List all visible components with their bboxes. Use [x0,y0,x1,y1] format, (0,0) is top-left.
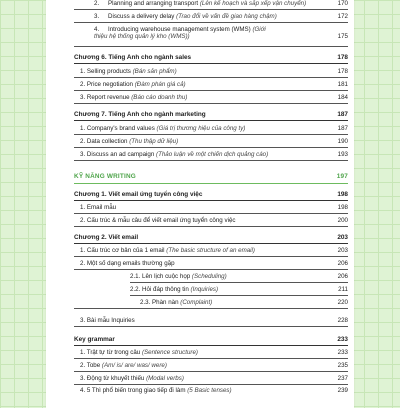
toc-entry[interactable]: 3. Bài mẫu Inquiries 228 [80,317,348,324]
divider [74,326,348,327]
chapter-heading[interactable]: Chương 2. Viết email 203 [74,234,348,241]
page-number: 198 [337,204,348,211]
divider [74,384,348,385]
page-number: 190 [337,138,348,145]
toc-entry[interactable]: 1. Cấu trúc cơ bản của 1 email (The basic structure of an email) 203 [80,247,348,254]
chapter-heading[interactable]: Chương 7. Tiếng Anh cho ngành marketing 187 [74,111,348,118]
toc-entry[interactable]: 2. Cấu trúc & mẫu câu để viết email ứng tuyển công việc 200 [80,217,348,224]
page-number: 178 [337,54,348,61]
chapter-heading[interactable]: Chương 1. Viết email ứng tuyển công việc 198 [74,191,348,198]
page-number: 187 [337,125,348,132]
toc-entry[interactable]: 1. Trật tự từ trong câu (Sentence structure) 233 [80,349,348,356]
divider [74,308,348,309]
page-number: 198 [337,191,348,198]
toc-entry[interactable]: 4. 5 Thì phổ biến trong giao tiếp đi làm (5 Basic tenses) 239 [80,387,348,394]
page-number: 206 [337,273,348,280]
divider [74,200,348,201]
page-number: 206 [337,260,348,267]
divider [74,77,348,78]
divider [130,295,348,296]
page-number: 172 [337,13,348,20]
divider [74,103,348,104]
divider [74,256,348,257]
divider [74,269,348,270]
toc-entry[interactable]: 2. Planning and arranging transport (Lên kế hoạch và sắp xếp vận chuyển) 170 [94,0,348,7]
toc-entry[interactable]: 1. Company's brand values (Giá trị thương hiệu của công ty) 187 [80,125,348,132]
page-number: 193 [337,151,348,158]
divider [74,9,348,10]
page-number: 175 [337,33,348,41]
page-number: 181 [337,81,348,88]
toc-entry[interactable]: 4. Introducing warehouse management system (WMS) (Giới thiệu hệ thống quản lý kho (WMS)) 175 [94,26,348,41]
toc-entry[interactable]: 3. Discuss an ad campaign (Thảo luận về một chiến dịch quảng cáo) 193 [80,151,348,158]
toc-entry[interactable]: 3. Discuss a delivery delay (Trao đổi về vấn đề giao hàng chậm) 172 [94,13,348,20]
toc-entry[interactable]: 2. Data collection (Thu thập dữ liệu) 190 [80,138,348,145]
page-number: 203 [337,247,348,254]
toc-entry[interactable]: 2. Tobe (Am/ is/ are/ was/ were) 235 [80,362,348,369]
page-number: 178 [337,68,348,75]
chapter-heading[interactable]: Chương 6. Tiếng Anh cho ngành sales 178 [74,54,348,61]
page-number: 220 [337,299,348,306]
divider [74,226,348,227]
section-divider [74,183,348,184]
toc-entry[interactable]: 3. Động từ khuyết thiếu (Modal verbs) 237 [80,375,348,382]
toc-entry[interactable]: 1. Email mẫu 198 [80,204,348,211]
page-number: 184 [337,94,348,101]
divider [74,63,348,64]
divider [74,358,348,359]
toc-subentry[interactable]: 2.2. Hỏi đáp thông tin (Inquiries) 211 [130,286,348,293]
toc-page [46,0,354,408]
divider [74,213,348,214]
divider [74,90,348,91]
page-number: 228 [337,317,348,324]
toc-entry[interactable]: 3. Report revenue (Báo cáo doanh thu) 184 [80,94,348,101]
divider [130,282,348,283]
divider [74,243,348,244]
divider [74,46,348,47]
divider [74,371,348,372]
page-number: 187 [337,111,348,118]
page-number: 203 [337,234,348,241]
divider [74,22,348,23]
page-number: 239 [337,387,348,394]
page-number: 170 [337,0,348,7]
divider [74,147,348,148]
divider [74,345,348,346]
toc-entry[interactable]: 2. Một số dạng emails thường gặp 206 [80,260,348,267]
page-number: 233 [337,349,348,356]
section-heading[interactable]: KỸ NĂNG WRITING 197 [74,173,348,180]
divider [74,134,348,135]
page-number: 237 [337,375,348,382]
toc-subentry[interactable]: 2.3. Phàn nàn (Complaint) 220 [140,299,348,306]
page-number: 233 [337,336,348,343]
divider [74,120,348,121]
divider [74,160,348,161]
page-number: 200 [337,217,348,224]
toc-subentry[interactable]: 2.1. Lên lịch cuộc họp (Scheduling) 206 [130,273,348,280]
page-number: 197 [336,173,348,180]
toc-entry[interactable]: 2. Price negotiation (Đàm phán giá cả) 181 [80,81,348,88]
chapter-heading[interactable]: Key grammar 233 [74,336,348,343]
toc-entry[interactable]: 1. Selling products (Bán sản phẩm) 178 [80,68,348,75]
page-number: 211 [338,286,348,293]
page-number: 235 [337,362,348,369]
